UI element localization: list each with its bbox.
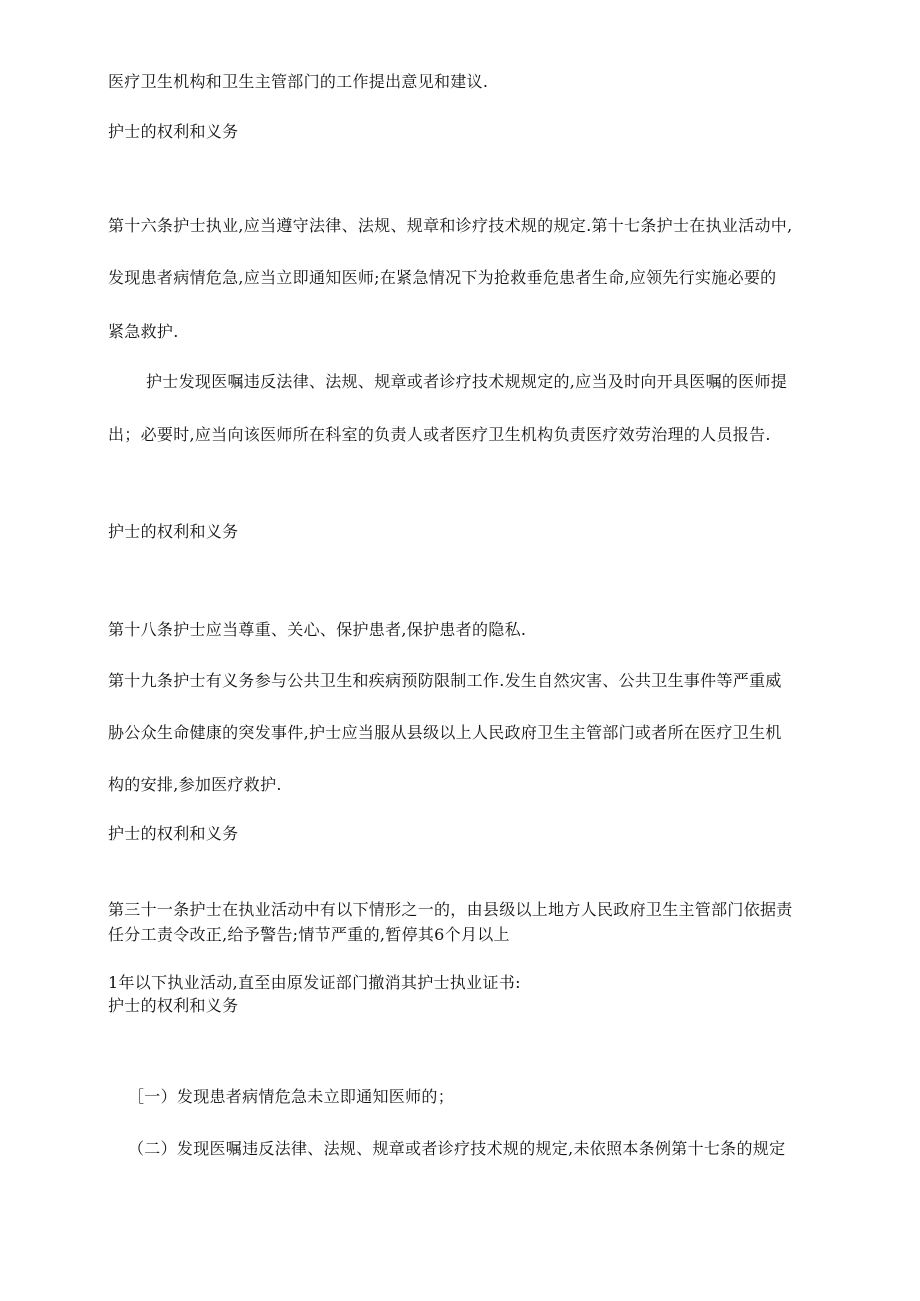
article-19-line-2: 胁公众生命健康的突发事件,护士应当服从县级以上人民政府卫生主管部门或者所在医疗卫生机	[108, 723, 782, 742]
section-heading: 护士的权利和义务	[108, 122, 239, 141]
doctor-order-line-1: 护士发现医嘱违反法律、法规、规章或者诊疗技术规规定的,应当及时向开具医嘱的医师提	[146, 372, 788, 391]
section-heading: 护士的权利和义务	[108, 996, 239, 1015]
article-16-17-line-3: 紧急救护.	[108, 322, 179, 341]
article-31-line-3: 1年以下执业活动,直至由原发证部门撤消其护士执业证书:	[108, 973, 521, 992]
list-item-2: （二）发现医嘱违反法律、法规、规章或者诊疗技术规的规定,未依照本条例第十七条的规定	[128, 1139, 786, 1158]
article-19-line-1: 第十九条护士有义务参与公共卫生和疾病预防限制工作.发生自然灾害、公共卫生事件等严重威	[108, 671, 782, 690]
article-16-17-line-2: 发现患者病情危急,应当立即通知医师;在紧急情况下为抢救垂危患者生命,应领先行实施必要的	[108, 268, 777, 287]
paragraph-line: 医疗卫生机构和卫生主管部门的工作提出意见和建议.	[108, 72, 489, 91]
article-18-line: 第十八条护士应当尊重、关心、保护患者,保护患者的隐私.	[108, 620, 527, 639]
doctor-order-line-2: 出；必要时,应当向该医师所在科室的负责人或者医疗卫生机构负责医疗效劳治理的人员报告.	[108, 425, 771, 444]
article-19-line-3: 构的安排,参加医疗救护.	[108, 775, 282, 794]
list-item-1: ［一）发现患者病情危急未立即通知医师的；	[128, 1087, 455, 1106]
section-heading: 护士的权利和义务	[108, 824, 239, 843]
article-31-line-1: 第三十一条护士在执业活动中有以下情形之一的，由县级以上地方人民政府卫生主管部门依据责	[108, 900, 793, 919]
article-31-line-2: 任分工责令改正,给予警告;情节严重的,暂停其6个月以上	[108, 925, 510, 944]
section-heading: 护士的权利和义务	[108, 522, 239, 541]
article-16-17-line-1: 第十六条护士执业,应当遵守法律、法规、规章和诊疗技术规的规定.第十七条护士在执业活动中,	[108, 216, 793, 235]
